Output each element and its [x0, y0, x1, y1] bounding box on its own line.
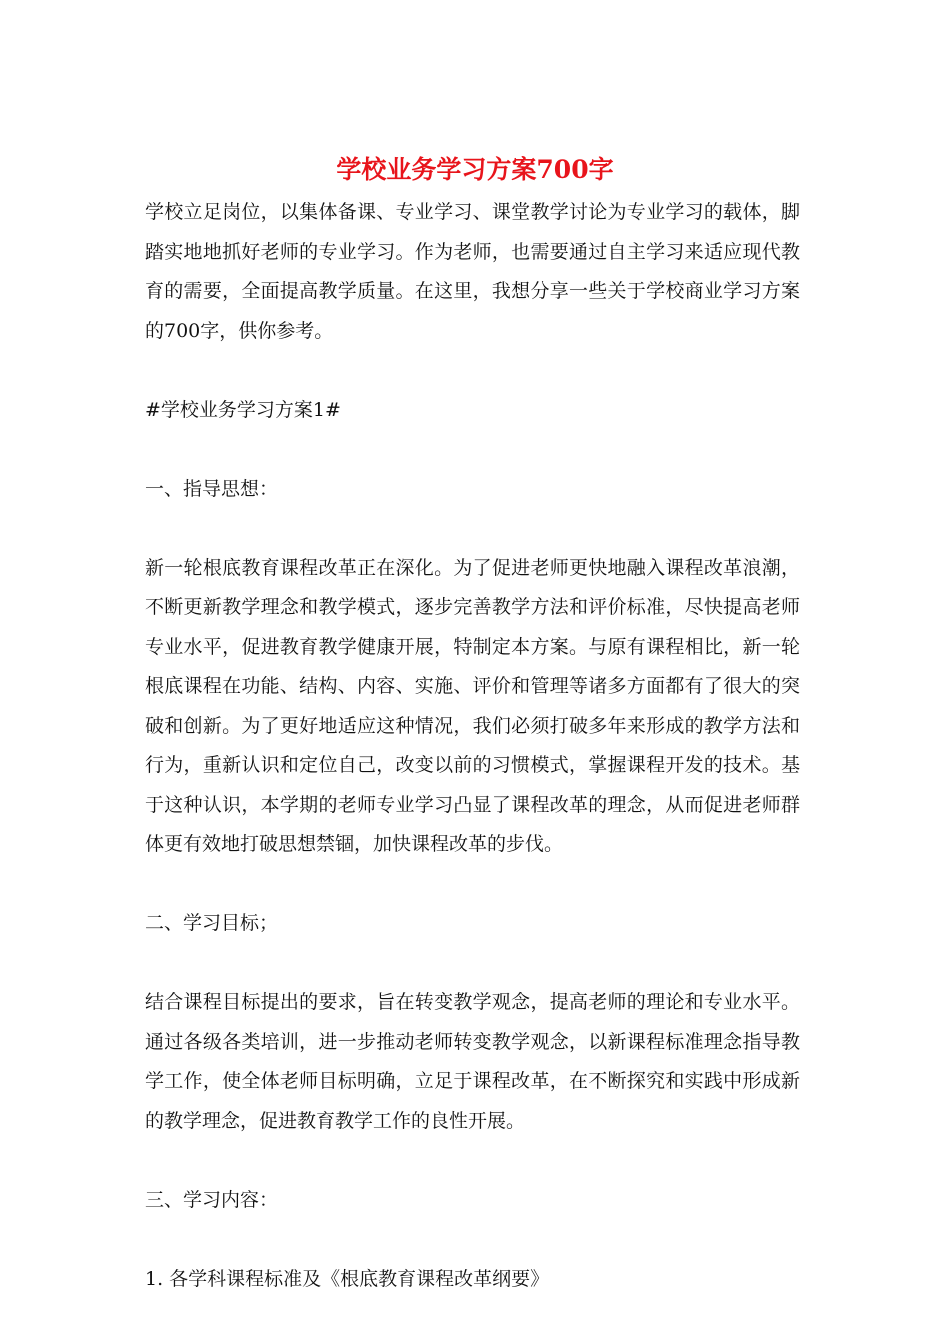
paragraph-spacer	[145, 865, 800, 905]
section-marker: #学校业务学习方案1#	[145, 398, 341, 421]
paragraph-spacer	[145, 944, 800, 984]
document-title: 学校业务学习方案700字	[336, 155, 614, 184]
paragraph-spacer	[145, 430, 800, 470]
learning-goals-paragraph: 结合课程目标提出的要求，旨在转变教学观念，提高老师的理论和专业水平。通过各级各类培训，进一步推动老师转变教学观念，以新课程标准理念指导教学工作，使全体老师目标明确，立足于课程改革，在不断探究和实践中形成新的教学理念，促进教育教学工作的良性开展。	[145, 991, 800, 1132]
document-body	[145, 193, 800, 1299]
intro-paragraph: 学校立足岗位，以集体备课、专业学习、课堂教学讨论为专业学习的载体，脚踏实地地抓好老师的专业学习。作为老师，也需要通过自主学习来适应现代教育的需要，全面提高教学质量。在这里，我想分享一些关于学校商业学习方案的700字，供你参考。	[145, 201, 800, 342]
heading-guiding-ideology: 一、指导思想：	[145, 477, 279, 500]
paragraph-spacer	[145, 1141, 800, 1181]
paragraph-spacer	[145, 509, 800, 549]
paragraph-spacer	[145, 351, 800, 391]
guiding-ideology-paragraph: 新一轮根底教育课程改革正在深化。为了促进老师更快地融入课程改革浪潮，不断更新教学理念和教学模式，逐步完善教学方法和评价标准，尽快提高老师专业水平，促进教育教学健康开展，特制定本方案。与原有课程相比，新一轮根底课程在功能、结构、内容、实施、评价和管理等诸多方面都有了很大的突破和创新。为了更好地适应这种情况，我们必须打破多年来形成的教学方法和行为，重新认识和定位自己，改变以前的习惯模式，掌握课程开发的技术。基于这种认识，本学期的老师专业学习凸显了课程改革的理念，从而促进老师群体更有效地打破思想禁锢，加快课程改革的步伐。	[145, 556, 800, 855]
heading-learning-goals: 二、学习目标；	[145, 912, 279, 934]
heading-learning-content: 三、学习内容：	[145, 1188, 279, 1211]
learning-content-item-1: 1. 各学科课程标准及《根底教育课程改革纲要》	[145, 1267, 550, 1290]
paragraph-spacer	[145, 1220, 800, 1260]
